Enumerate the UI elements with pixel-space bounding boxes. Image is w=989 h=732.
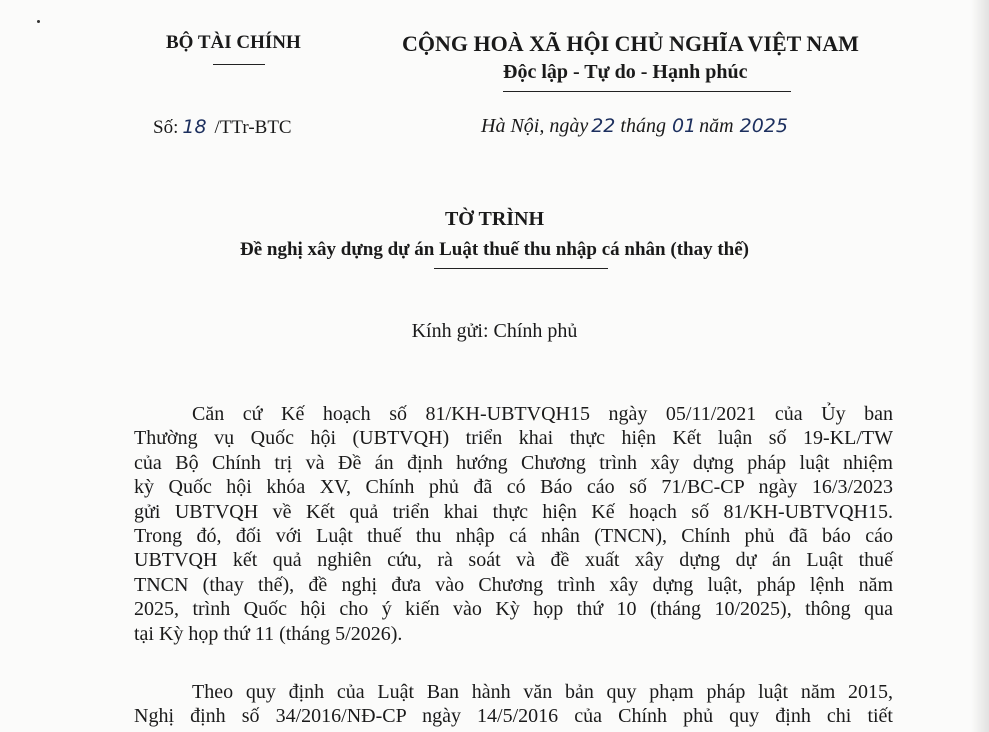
document-subtitle: Đề nghị xây dựng dự án Luật thuế thu nhập cá nhân (thay thế) — [239, 239, 750, 260]
paragraph-line: 2025, trình Quốc hội cho ý kiến vào Kỳ họp thứ 10 (tháng 10/2025), thông qua — [134, 598, 893, 621]
date-year-label: năm — [699, 115, 734, 137]
date-place: Hà Nội, ngày — [481, 115, 589, 137]
page-edge-shadow — [971, 0, 989, 732]
paragraph-1 — [134, 402, 893, 646]
document-number — [153, 116, 292, 139]
date-month: 01 — [671, 115, 697, 137]
number-value: 18 — [182, 116, 207, 138]
republic-name: CỘNG HOÀ XÃ HỘI CHỦ NGHĨA VIỆT NAM — [402, 31, 859, 56]
date-day: 22 — [591, 115, 616, 137]
subtitle-underline — [434, 268, 608, 269]
paragraph-line: tại Kỳ họp thứ 11 (tháng 5/2026). — [134, 622, 403, 645]
document-date — [481, 115, 788, 138]
number-suffix: /TTr-BTC — [214, 117, 292, 138]
ministry-underline — [213, 64, 265, 65]
paragraph-line: Thường vụ Quốc hội (UBTVQH) triển khai thực hiện Kết luận số 19-KL/TW — [134, 427, 893, 450]
paragraph-line: Trong đó, đối với Luật thuế thu nhập cá nhân (TNCN), Chính phủ đã báo cáo — [134, 524, 893, 547]
paragraph-line: của Bộ Chính trị và Đề án định hướng Chương trình xây dựng pháp luật nhiệm — [134, 451, 893, 474]
paragraph-2 — [134, 680, 893, 729]
document-title: TỜ TRÌNH — [444, 208, 545, 230]
recipient-line: Kính gửi: Chính phủ — [411, 320, 578, 342]
paragraph-line: Nghị định số 34/2016/NĐ-CP ngày 14/5/2016 của Chính phủ quy định chi tiết — [134, 705, 893, 728]
paragraph-line: kỳ Quốc hội khóa XV, Chính phủ đã có Báo cáo số 71/BC-CP ngày 16/3/2023 — [134, 476, 893, 499]
paragraph-line: Theo quy định của Luật Ban hành văn bản quy phạm pháp luật năm 2015, — [192, 681, 893, 703]
ministry-name: BỘ TÀI CHÍNH — [166, 32, 301, 53]
paragraph-line: TNCN (thay thế), đề nghị đưa vào Chương trình xây dựng luật, pháp lệnh năm — [134, 573, 893, 596]
national-motto: Độc lập - Tự do - Hạnh phúc — [503, 61, 748, 83]
number-prefix: Số: — [153, 117, 179, 138]
motto-underline — [503, 91, 791, 92]
scan-speck — [37, 20, 40, 23]
date-month-label: tháng — [620, 115, 666, 137]
date-year: 2025 — [739, 115, 788, 137]
paragraph-line: gửi UBTVQH về Kết quả triển khai thực hiện Kế hoạch số 81/KH-UBTVQH15. — [134, 500, 893, 523]
paragraph-line: Căn cứ Kế hoạch số 81/KH-UBTVQH15 ngày 05/11/2021 của Ủy ban — [192, 403, 893, 425]
paragraph-line: UBTVQH kết quả nghiên cứu, rà soát và đề xuất xây dựng dự án Luật thuế — [134, 549, 893, 572]
